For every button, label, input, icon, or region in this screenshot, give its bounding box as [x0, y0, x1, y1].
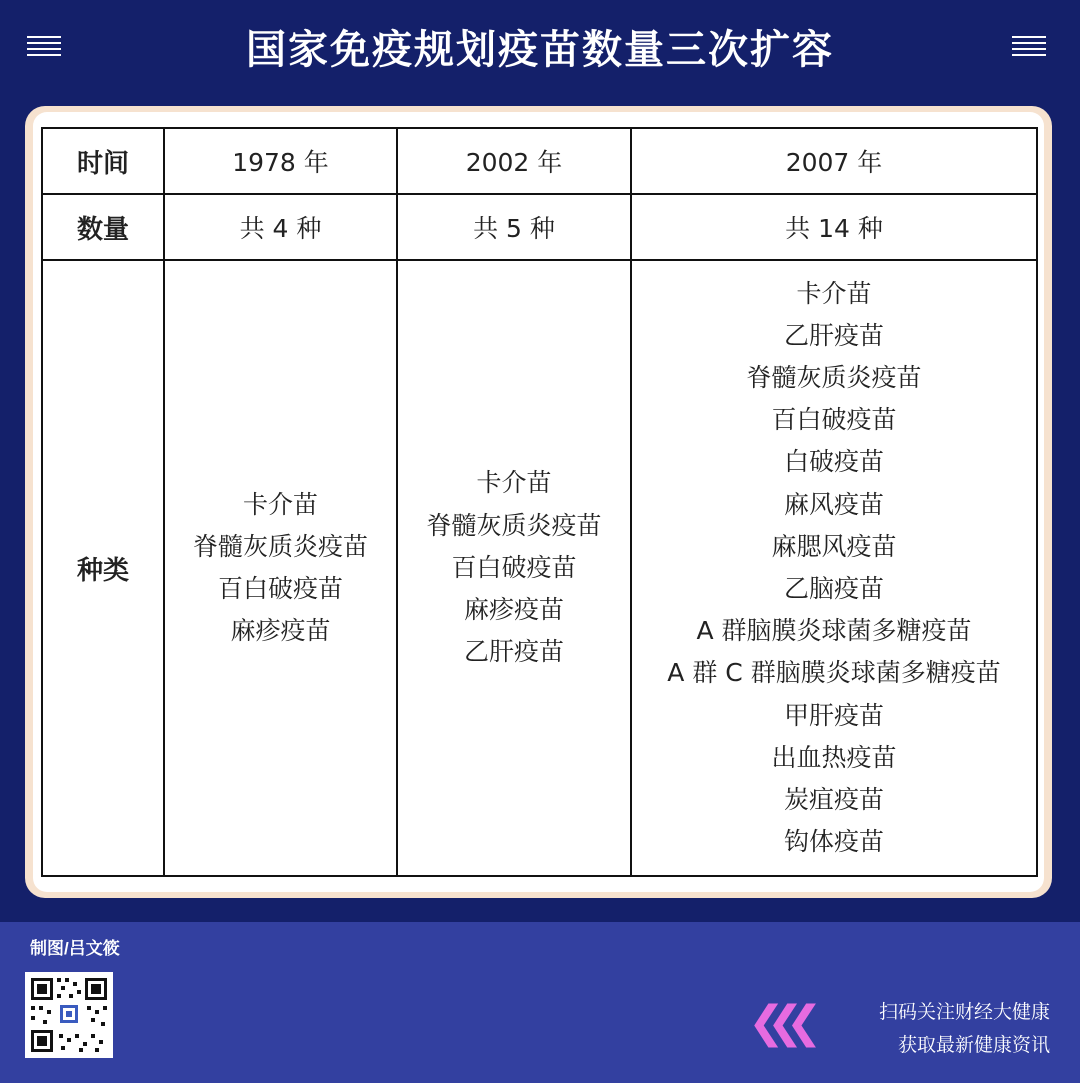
chevrons-left-icon: ❮❮❮ [748, 997, 805, 1048]
vaccine-item: 麻疹疫苗 [230, 616, 331, 646]
year-1978: 1978 年 [164, 128, 397, 194]
vaccine-item: 脊髓灰质炎疫苗 [192, 531, 368, 561]
table-row-count [42, 194, 1037, 260]
row-label-kinds: 种类 [42, 260, 164, 876]
vaccine-table [41, 127, 1038, 877]
count-1978: 共 4 种 [164, 194, 397, 260]
vaccine-item: A 群 C 群脑膜炎球菌多糖疫苗 [667, 658, 1001, 688]
vaccine-item: 白破疫苗 [783, 447, 884, 477]
vaccine-item: 百白破疫苗 [771, 405, 897, 435]
promo-line-2: 获取最新健康资讯 [897, 1034, 1050, 1056]
vaccine-item: A 群脑膜炎球菌多糖疫苗 [696, 616, 972, 646]
vaccine-item: 麻疹疫苗 [463, 595, 564, 625]
vaccine-item: 炭疽疫苗 [783, 785, 884, 815]
vaccine-item: 卡介苗 [796, 278, 872, 308]
vaccine-list-1978 [165, 484, 396, 653]
vaccine-item: 钩体疫苗 [783, 827, 884, 857]
vaccine-item: 脊髓灰质炎疫苗 [426, 510, 602, 540]
menu-icon[interactable] [1012, 36, 1046, 60]
row-label-time: 时间 [42, 128, 164, 194]
page-title: 国家免疫规划疫苗数量三次扩容 [246, 26, 834, 73]
row-label-count: 数量 [42, 194, 164, 260]
vaccine-item: 乙肝疫苗 [783, 320, 884, 350]
credit-text: 制图/吕文筱 [30, 939, 120, 958]
vaccine-item: 乙脑疫苗 [783, 574, 884, 603]
vaccine-item: 卡介苗 [242, 489, 318, 519]
vaccine-item: 百白破疫苗 [451, 552, 577, 582]
vaccine-item: 乙肝疫苗 [463, 637, 564, 667]
vaccine-item: 脊髓灰质炎疫苗 [746, 362, 922, 392]
header-bar [0, 0, 1080, 100]
vaccine-item: 出血热疫苗 [771, 742, 897, 772]
year-2007: 2007 年 [631, 128, 1037, 194]
vaccine-item: 麻腮风疫苗 [771, 531, 897, 561]
vaccines-1978-cell [164, 260, 397, 876]
vaccine-item: 甲肝疫苗 [783, 700, 884, 730]
qr-code-graphic [25, 972, 113, 1058]
count-2007: 共 14 种 [631, 194, 1037, 260]
vaccines-2007-cell [631, 260, 1037, 876]
count-2002: 共 5 种 [397, 194, 631, 260]
vaccines-2002-cell [397, 260, 631, 876]
table-row-time [42, 128, 1037, 194]
vaccine-list-2002 [398, 462, 630, 673]
vaccine-list-2007 [632, 273, 1036, 864]
table-row-kinds [42, 260, 1037, 876]
qr-code-icon[interactable] [25, 972, 113, 1058]
vaccine-item: 百白破疫苗 [217, 574, 343, 603]
year-2002: 2002 年 [397, 128, 631, 194]
vaccine-item: 卡介苗 [476, 468, 552, 498]
vaccine-item: 麻风疫苗 [783, 489, 884, 519]
promo-line-1: 扫码关注财经大健康 [878, 1001, 1050, 1023]
